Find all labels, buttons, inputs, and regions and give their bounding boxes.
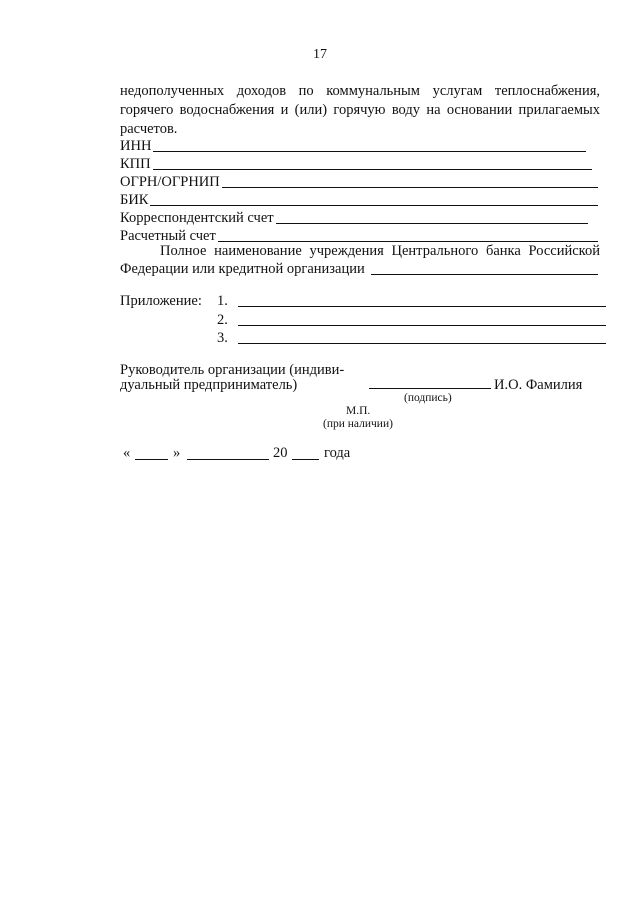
attachment-1-number: 1. xyxy=(217,293,228,309)
bank-name-line xyxy=(371,274,598,275)
attachment-2-number: 2. xyxy=(217,312,228,328)
date-day-line[interactable] xyxy=(135,459,168,460)
date-suffix: года xyxy=(324,445,351,461)
date-open-quote: « xyxy=(123,445,131,461)
bank-line-1: Полное наименование учреждения Центрального банка Российской xyxy=(160,243,600,259)
attachments-label: Приложение: xyxy=(120,293,202,309)
bank-name-field[interactable] xyxy=(120,262,598,277)
settlement-account-line xyxy=(218,241,598,242)
bik-line xyxy=(150,205,598,206)
date-month-line[interactable] xyxy=(187,459,269,460)
bik-label: БИК xyxy=(120,192,149,208)
attachment-3-line xyxy=(238,343,606,344)
attachment-3[interactable] xyxy=(217,331,606,346)
page-number: 17 xyxy=(313,47,327,62)
attachment-1[interactable] xyxy=(217,294,606,309)
bank-line-2: Федерации или кредитной организации xyxy=(120,261,365,277)
name-placeholder: И.О. Фамилия xyxy=(494,377,583,393)
date-year-line[interactable] xyxy=(292,459,319,460)
attachment-2-line xyxy=(238,325,606,326)
corr-account-label: Корреспондентский счет xyxy=(120,210,274,226)
paragraph-line-1: недополученных доходов по коммунальным услугам теплоснабжения, xyxy=(120,83,600,99)
attachment-3-number: 3. xyxy=(217,330,228,346)
signature-caption: (подпись) xyxy=(404,392,452,404)
paragraph-line-2: горячего водоснабжения и (или) горячую воду на основании прилагаемых xyxy=(120,102,600,118)
inn-label: ИНН xyxy=(120,138,152,154)
ogrn-field[interactable] xyxy=(120,175,598,190)
attachment-2[interactable] xyxy=(217,313,606,328)
corr-account-line xyxy=(276,223,588,224)
kpp-field[interactable] xyxy=(120,157,592,172)
paragraph-line-3: расчетов. xyxy=(120,121,178,137)
stamp-label: М.П. xyxy=(346,405,371,417)
ogrn-line xyxy=(222,187,598,188)
corr-account-field[interactable] xyxy=(120,211,588,226)
settlement-account-field[interactable] xyxy=(120,229,598,244)
settlement-account-label: Расчетный счет xyxy=(120,228,216,244)
signature-title-line-2: дуальный предприниматель) xyxy=(120,377,298,393)
date-year-prefix: 20 xyxy=(273,445,288,461)
kpp-line xyxy=(153,169,592,170)
bik-field[interactable] xyxy=(120,193,598,208)
inn-line xyxy=(153,151,586,152)
kpp-label: КПП xyxy=(120,156,151,172)
stamp-note: (при наличии) xyxy=(323,418,393,430)
attachment-1-line xyxy=(238,306,606,307)
inn-field[interactable] xyxy=(120,139,586,154)
signature-title-line-1: Руководитель организации (индиви- xyxy=(120,362,345,378)
ogrn-label: ОГРН/ОГРНИП xyxy=(120,174,220,190)
date-close-quote: » xyxy=(173,445,181,461)
signature-line[interactable] xyxy=(369,388,491,389)
